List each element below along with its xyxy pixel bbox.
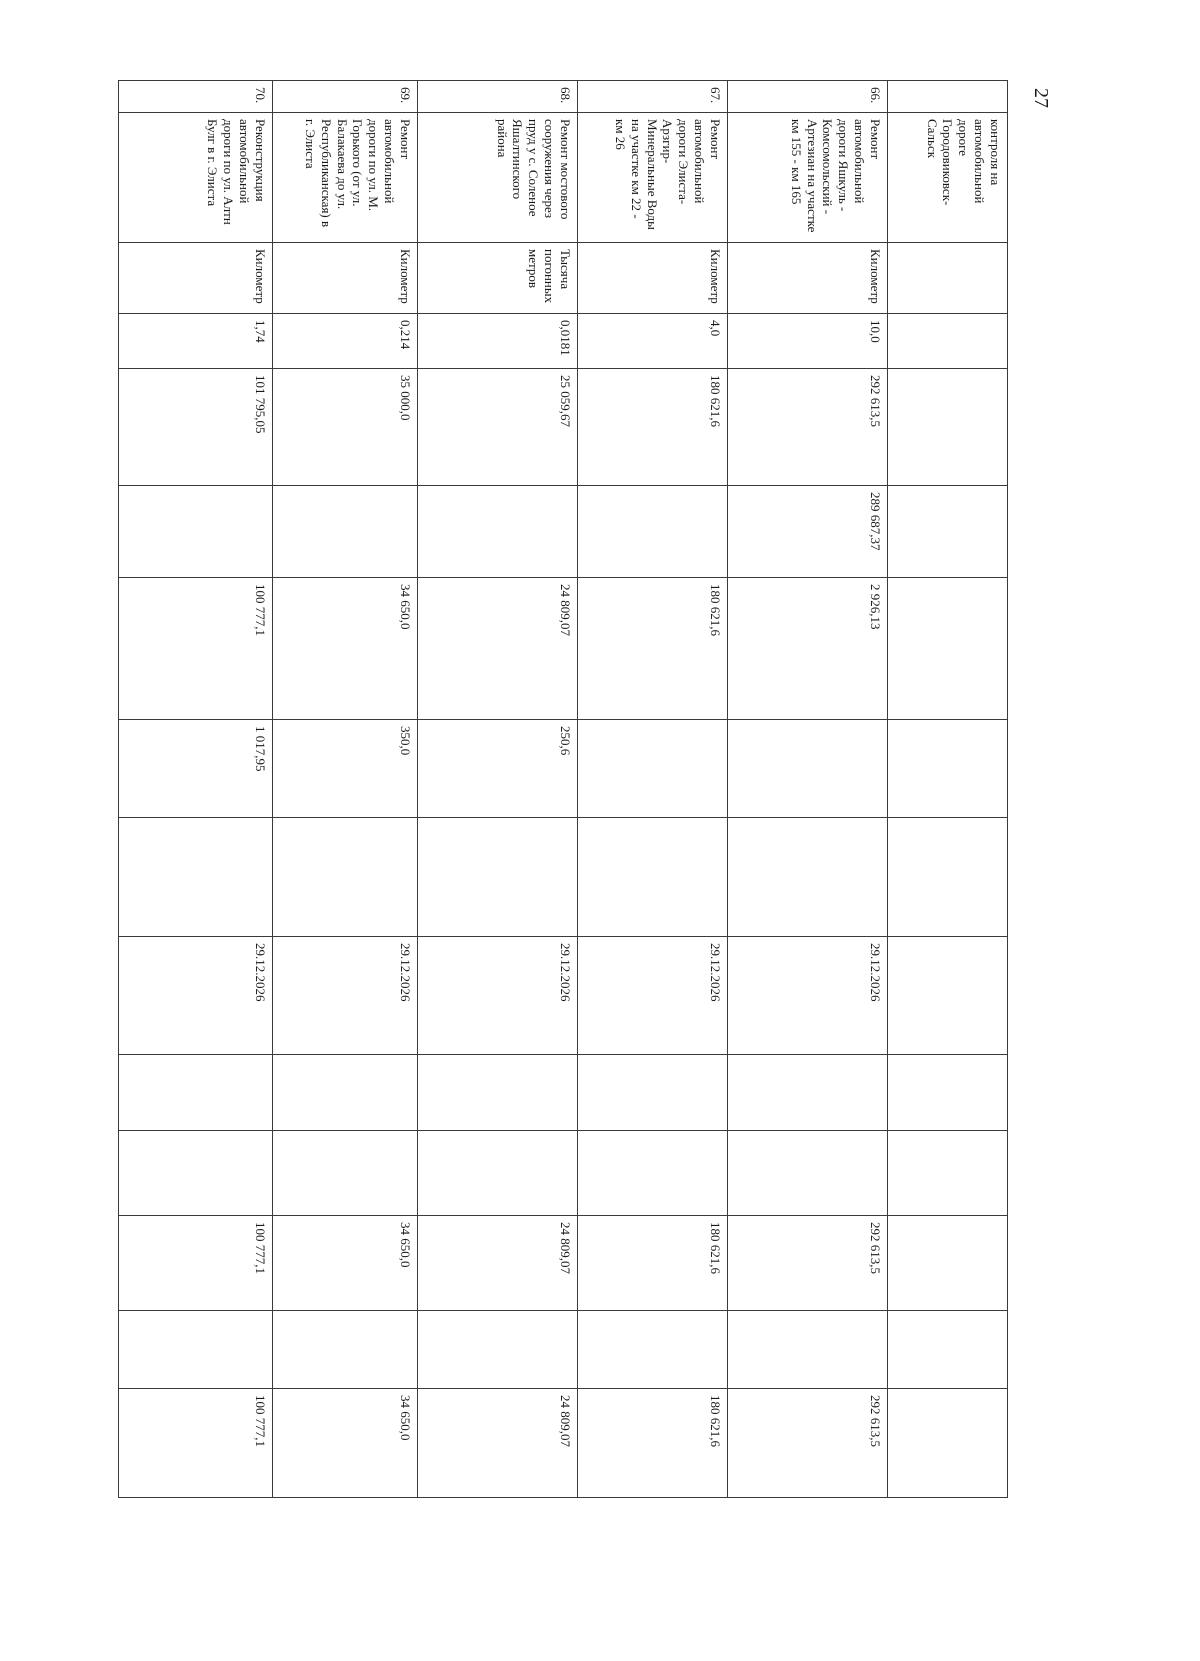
cell-plan-later [273,1311,418,1389]
cell-local: 1 017,95 [119,720,273,818]
cell-federal [418,486,578,578]
road-works-table [118,80,1008,1498]
cell-local: 250,6 [418,720,578,818]
cell-col-b [273,1131,418,1216]
cell-other [578,818,728,937]
cell-plan-later [578,1311,728,1389]
cell-col-a [728,1055,888,1131]
cell-federal [273,486,418,578]
cell-quantity: 10,0 [728,314,888,369]
table-row-continuation [888,81,1008,1498]
cell-regional: 24 809,07 [418,578,578,720]
cell-quantity: 0,0181 [418,314,578,369]
cell-plan-total: 34 650,0 [273,1389,418,1498]
cell-total-cost: 25 059,67 [418,369,578,486]
cell-col-b [578,1131,728,1216]
cell-other [119,818,273,937]
cell-federal [578,486,728,578]
table-row [418,81,578,1498]
cell-quantity: 1,74 [119,314,273,369]
cell-deadline: 29.12.2026 [418,937,578,1055]
cell-deadline: 29.12.2026 [273,937,418,1055]
cell-index [888,81,1008,113]
cell-index: 70. [119,81,273,113]
cell-plan-2026: 24 809,07 [418,1216,578,1311]
cell-other [418,818,578,937]
cell-total-cost: 292 613,5 [728,369,888,486]
cell-regional: 180 621,6 [578,578,728,720]
table-row [273,81,418,1498]
cell-unit: Километр [578,243,728,314]
cell-unit: Километр [728,243,888,314]
cell-regional: 2 926,13 [728,578,888,720]
cell-name: Ремонт автомобильной дороги Яшкуль - Комсомольский - Артезиан на участке км 155 - км 165 [728,113,888,243]
cell-col-a [273,1055,418,1131]
cell-index: 69. [273,81,418,113]
cell-col-a [119,1055,273,1131]
cell-quantity: 0,214 [273,314,418,369]
cell-name: контроля на автомобильной дороге Городовиковск-Сальск [888,113,1008,243]
rotated-table-container [119,80,1008,1447]
cell-index: 68. [418,81,578,113]
cell-total-cost: 35 000,0 [273,369,418,486]
cell-unit: Тысяча погонных метров [418,243,578,314]
cell-local: 350,0 [273,720,418,818]
cell-plan-2026: 180 621,6 [578,1216,728,1311]
cell-col-a [578,1055,728,1131]
cell-deadline: 29.12.2026 [119,937,273,1055]
cell-unit: Километр [273,243,418,314]
cell-col-a [418,1055,578,1131]
cell-other [728,818,888,937]
cell-deadline: 29.12.2026 [578,937,728,1055]
cell-plan-2026: 100 777,1 [119,1216,273,1311]
cell-col-b [119,1131,273,1216]
cell-quantity: 4,0 [578,314,728,369]
cell-plan-total: 100 777,1 [119,1389,273,1498]
cell-plan-later [418,1311,578,1389]
cell-col-b [418,1131,578,1216]
cell-index: 67. [578,81,728,113]
cell-plan-later [728,1311,888,1389]
table-row [728,81,888,1498]
cell-federal: 289 687,37 [728,486,888,578]
cell-local [728,720,888,818]
cell-federal [119,486,273,578]
cell-local [578,720,728,818]
cell-name: Ремонт мостового сооружения через пруд у с. Соленое Яшалтинского района [418,113,578,243]
cell-regional: 100 777,1 [119,578,273,720]
cell-total-cost: 180 621,6 [578,369,728,486]
cell-col-b [728,1131,888,1216]
cell-deadline: 29.12.2026 [728,937,888,1055]
cell-plan-total: 292 613,5 [728,1389,888,1498]
cell-other [273,818,418,937]
cell-plan-2026: 34 650,0 [273,1216,418,1311]
cell-plan-total: 24 809,07 [418,1389,578,1498]
cell-name: Ремонт автомобильной дороги по ул. М. Горького (от ул. Балакаева до ул. Республиканская) в г. Элиста [273,113,418,243]
cell-plan-total: 180 621,6 [578,1389,728,1498]
cell-name: Реконструкция автомобильной дороги по ул. Алтн Булг в г. Элиста [119,113,273,243]
cell-unit: Километр [119,243,273,314]
table-row [578,81,728,1498]
cell-name: Ремонт автомобильной дороги Элиста-Арзгир-Минеральные Воды на участке км 22 - км 26 [578,113,728,243]
cell-total-cost: 101 795,05 [119,369,273,486]
table-row [119,81,273,1498]
page-number: 27 [1030,88,1052,108]
cell-regional: 34 650,0 [273,578,418,720]
cell-plan-later [119,1311,273,1389]
cell-plan-2026: 292 613,5 [728,1216,888,1311]
cell-index: 66. [728,81,888,113]
